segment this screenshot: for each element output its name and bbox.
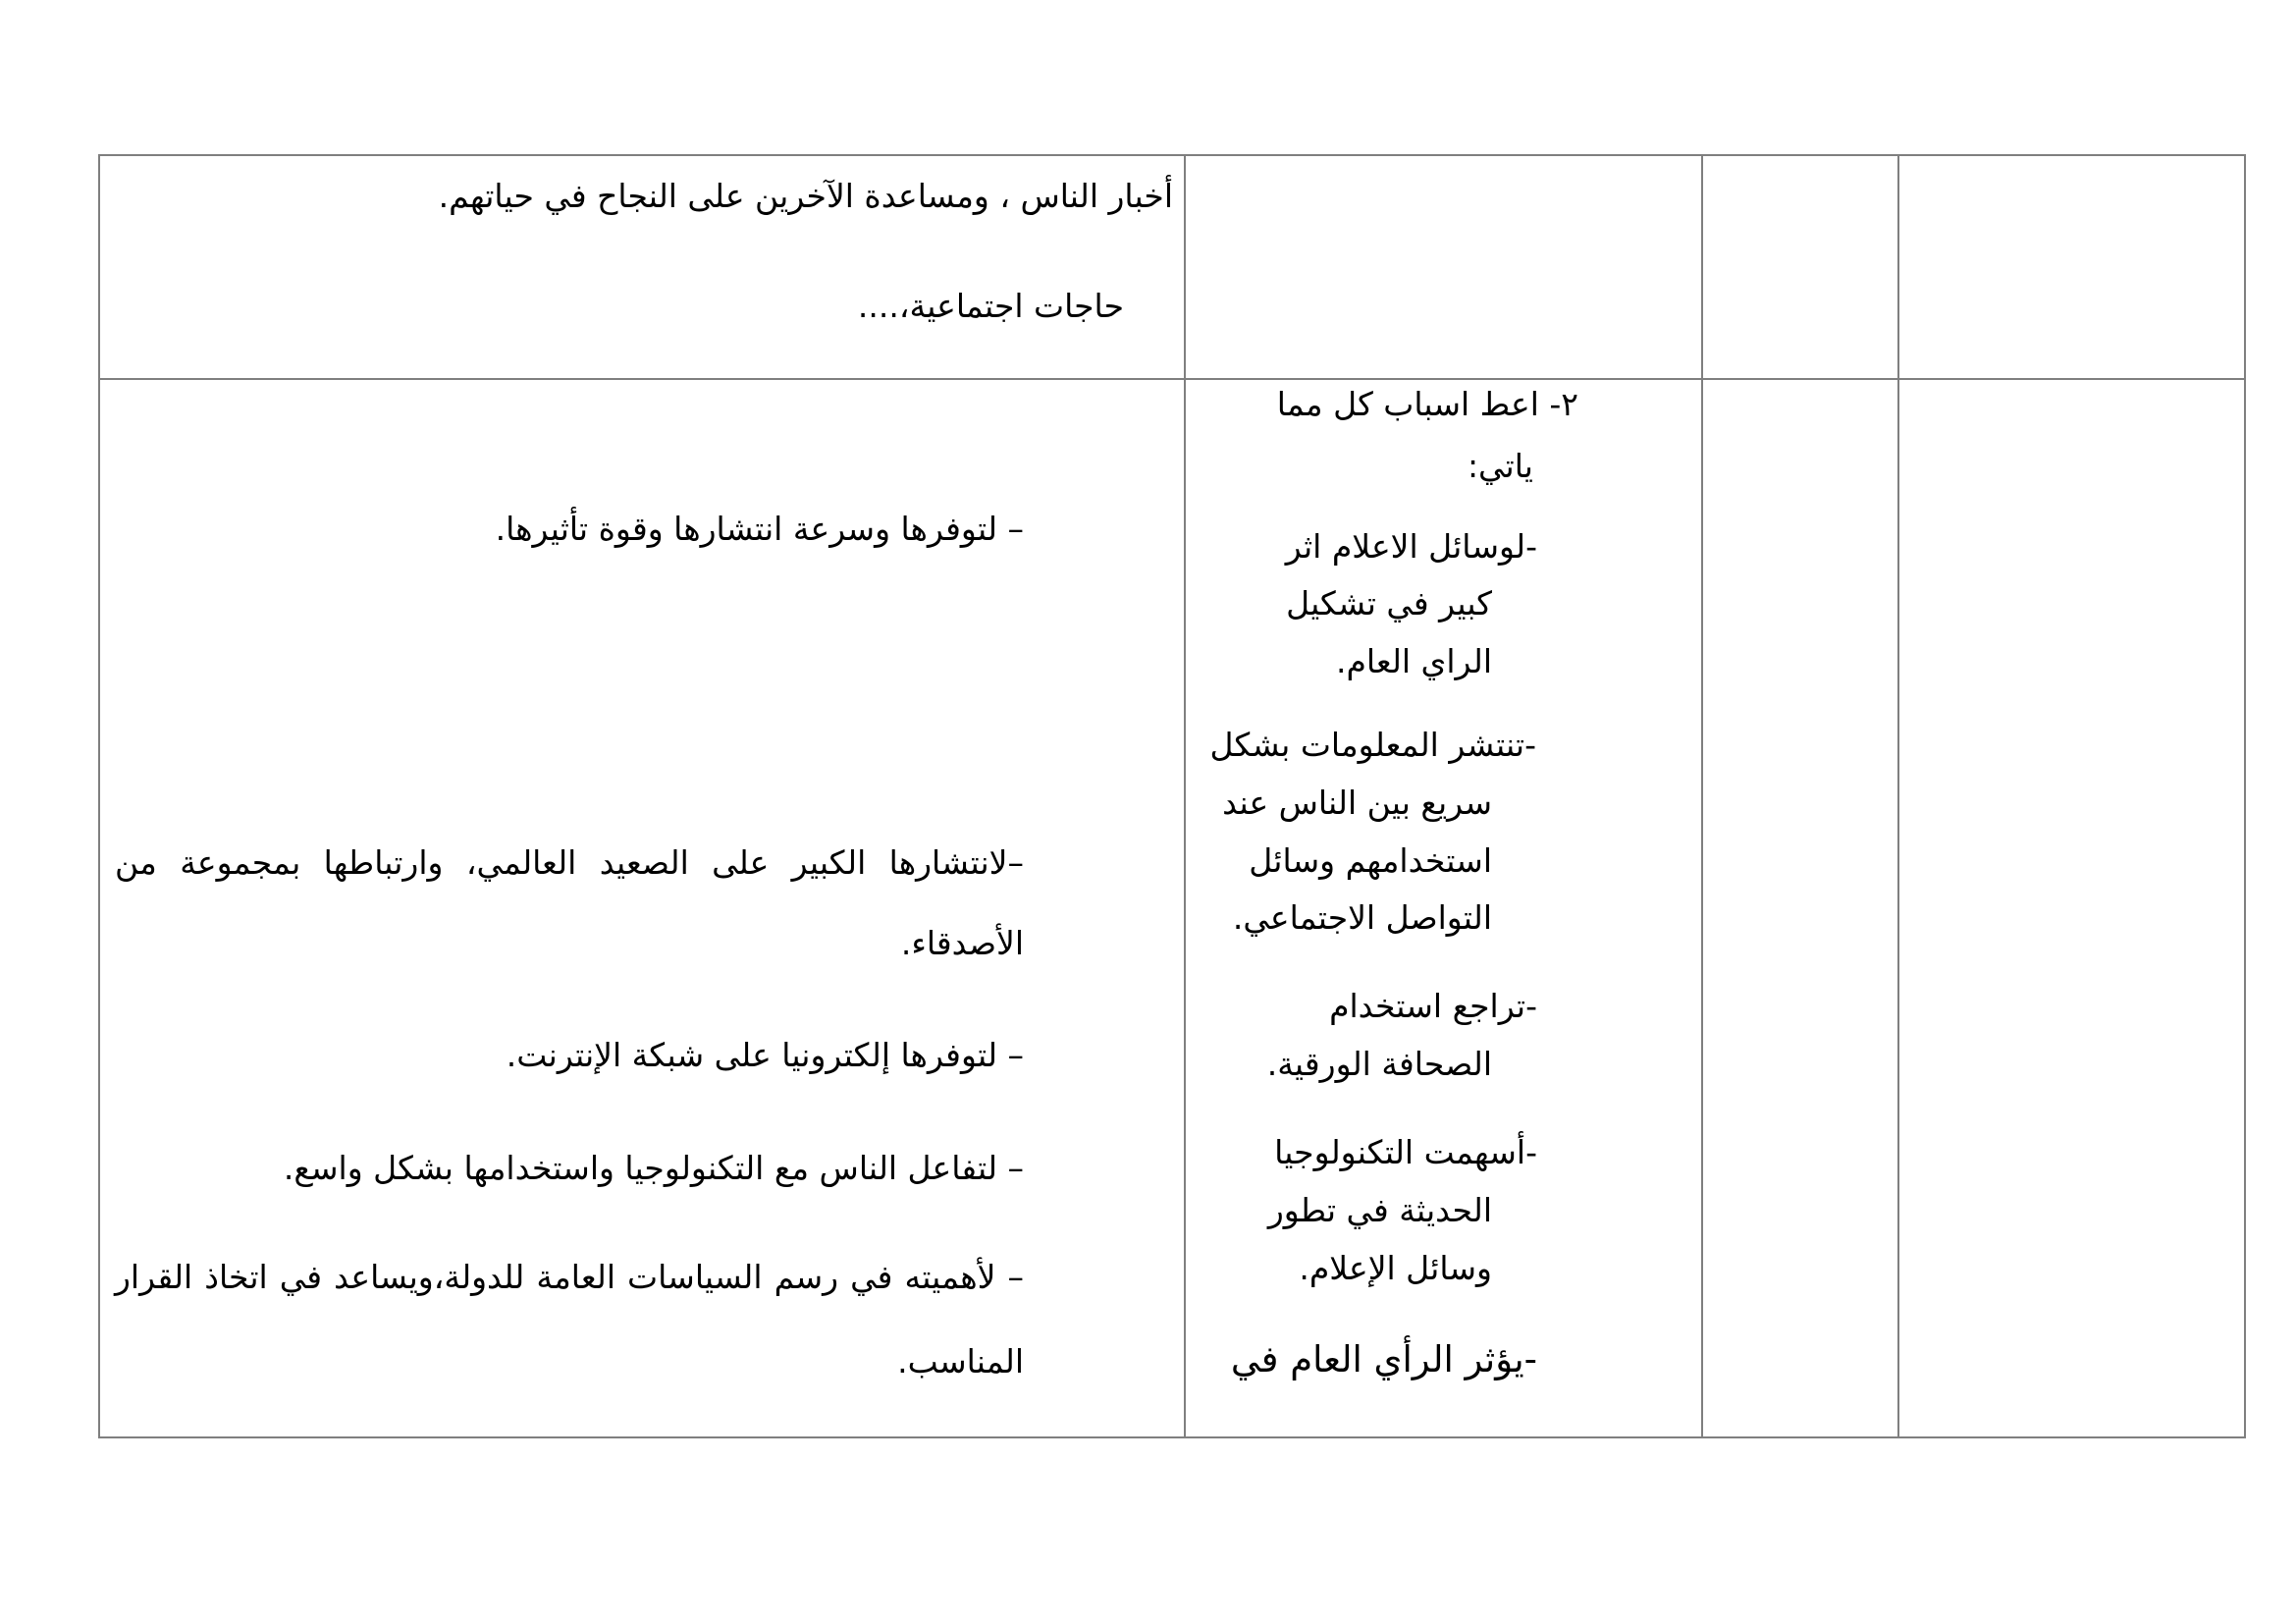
column-divider-blank-right bbox=[1897, 154, 1899, 1438]
table-bottom-border bbox=[98, 1436, 2246, 1438]
question-item-1-line-2: كبير في تشكيل bbox=[1286, 584, 1492, 623]
question-item-3-line-2: الصحافة الورقية. bbox=[1266, 1045, 1492, 1083]
question-heading-line-2: ياتي: bbox=[1467, 447, 1533, 485]
question-item-2-line-4: التواصل الاجتماعي. bbox=[1232, 898, 1492, 937]
table-right-border bbox=[2244, 154, 2246, 1438]
table-row-divider bbox=[98, 378, 2246, 380]
column-divider-question-blank bbox=[1701, 154, 1703, 1438]
row-one-answer-line-1: أخبار الناس ، ومساعدة الآخرين على النجاح في حياتهم. bbox=[438, 177, 1173, 215]
row-one-answer-line-2: حاجات اجتماعية،.... bbox=[857, 287, 1124, 325]
answer-reason-technology: – لتفاعل الناس مع التكنولوجيا واستخدامها بشكل واسع. bbox=[283, 1149, 1024, 1187]
answer-reason-social-media-line-2: الأصدقاء. bbox=[900, 924, 1024, 962]
answer-reason-public-opinion-line-2: المناسب. bbox=[897, 1342, 1024, 1380]
answer-reason-media-influence: – لتوفرها وسرعة انتشارها وقوة تأثيرها. bbox=[495, 510, 1024, 548]
answer-reason-public-opinion-line-1: – لأهميته في رسم السياسات العامة للدولة،ويساعد في اتخاذ القرار bbox=[115, 1258, 1024, 1296]
question-item-4-line-3: وسائل الإعلام. bbox=[1299, 1249, 1492, 1287]
column-divider-answer-question bbox=[1184, 154, 1186, 1438]
question-item-4-line-1: -أسهمت التكنولوجيا bbox=[1274, 1133, 1537, 1171]
question-item-1-line-1: -لوسائل الاعلام اثر bbox=[1285, 527, 1537, 566]
question-item-4-line-2: الحديثة في تطور bbox=[1267, 1191, 1492, 1229]
question-item-2-line-2: سريع بين الناس عند bbox=[1222, 784, 1492, 822]
question-item-5-line-1: -يؤثر الرأي العام في bbox=[1230, 1338, 1537, 1380]
question-heading-line-1: ٢- اعط اسباب كل مما bbox=[1276, 385, 1578, 423]
question-item-2-line-1: -تنتشر المعلومات بشكل bbox=[1209, 726, 1536, 764]
answer-reason-paper-press: – لتوفرها إلكترونيا على شبكة الإنترنت. bbox=[506, 1036, 1024, 1074]
question-item-2-line-3: استخدامهم وسائل bbox=[1249, 841, 1492, 880]
answer-reason-social-media-line-1: –لانتشارها الكبير على الصعيد العالمي، وارتباطها بمجموعة من bbox=[115, 843, 1024, 882]
table-top-border bbox=[98, 154, 2246, 156]
table-left-border bbox=[98, 154, 100, 1438]
question-item-1-line-3: الراي العام. bbox=[1335, 642, 1492, 680]
question-item-3-line-1: -تراجع استخدام bbox=[1329, 987, 1537, 1025]
answer-table bbox=[98, 154, 2246, 1438]
